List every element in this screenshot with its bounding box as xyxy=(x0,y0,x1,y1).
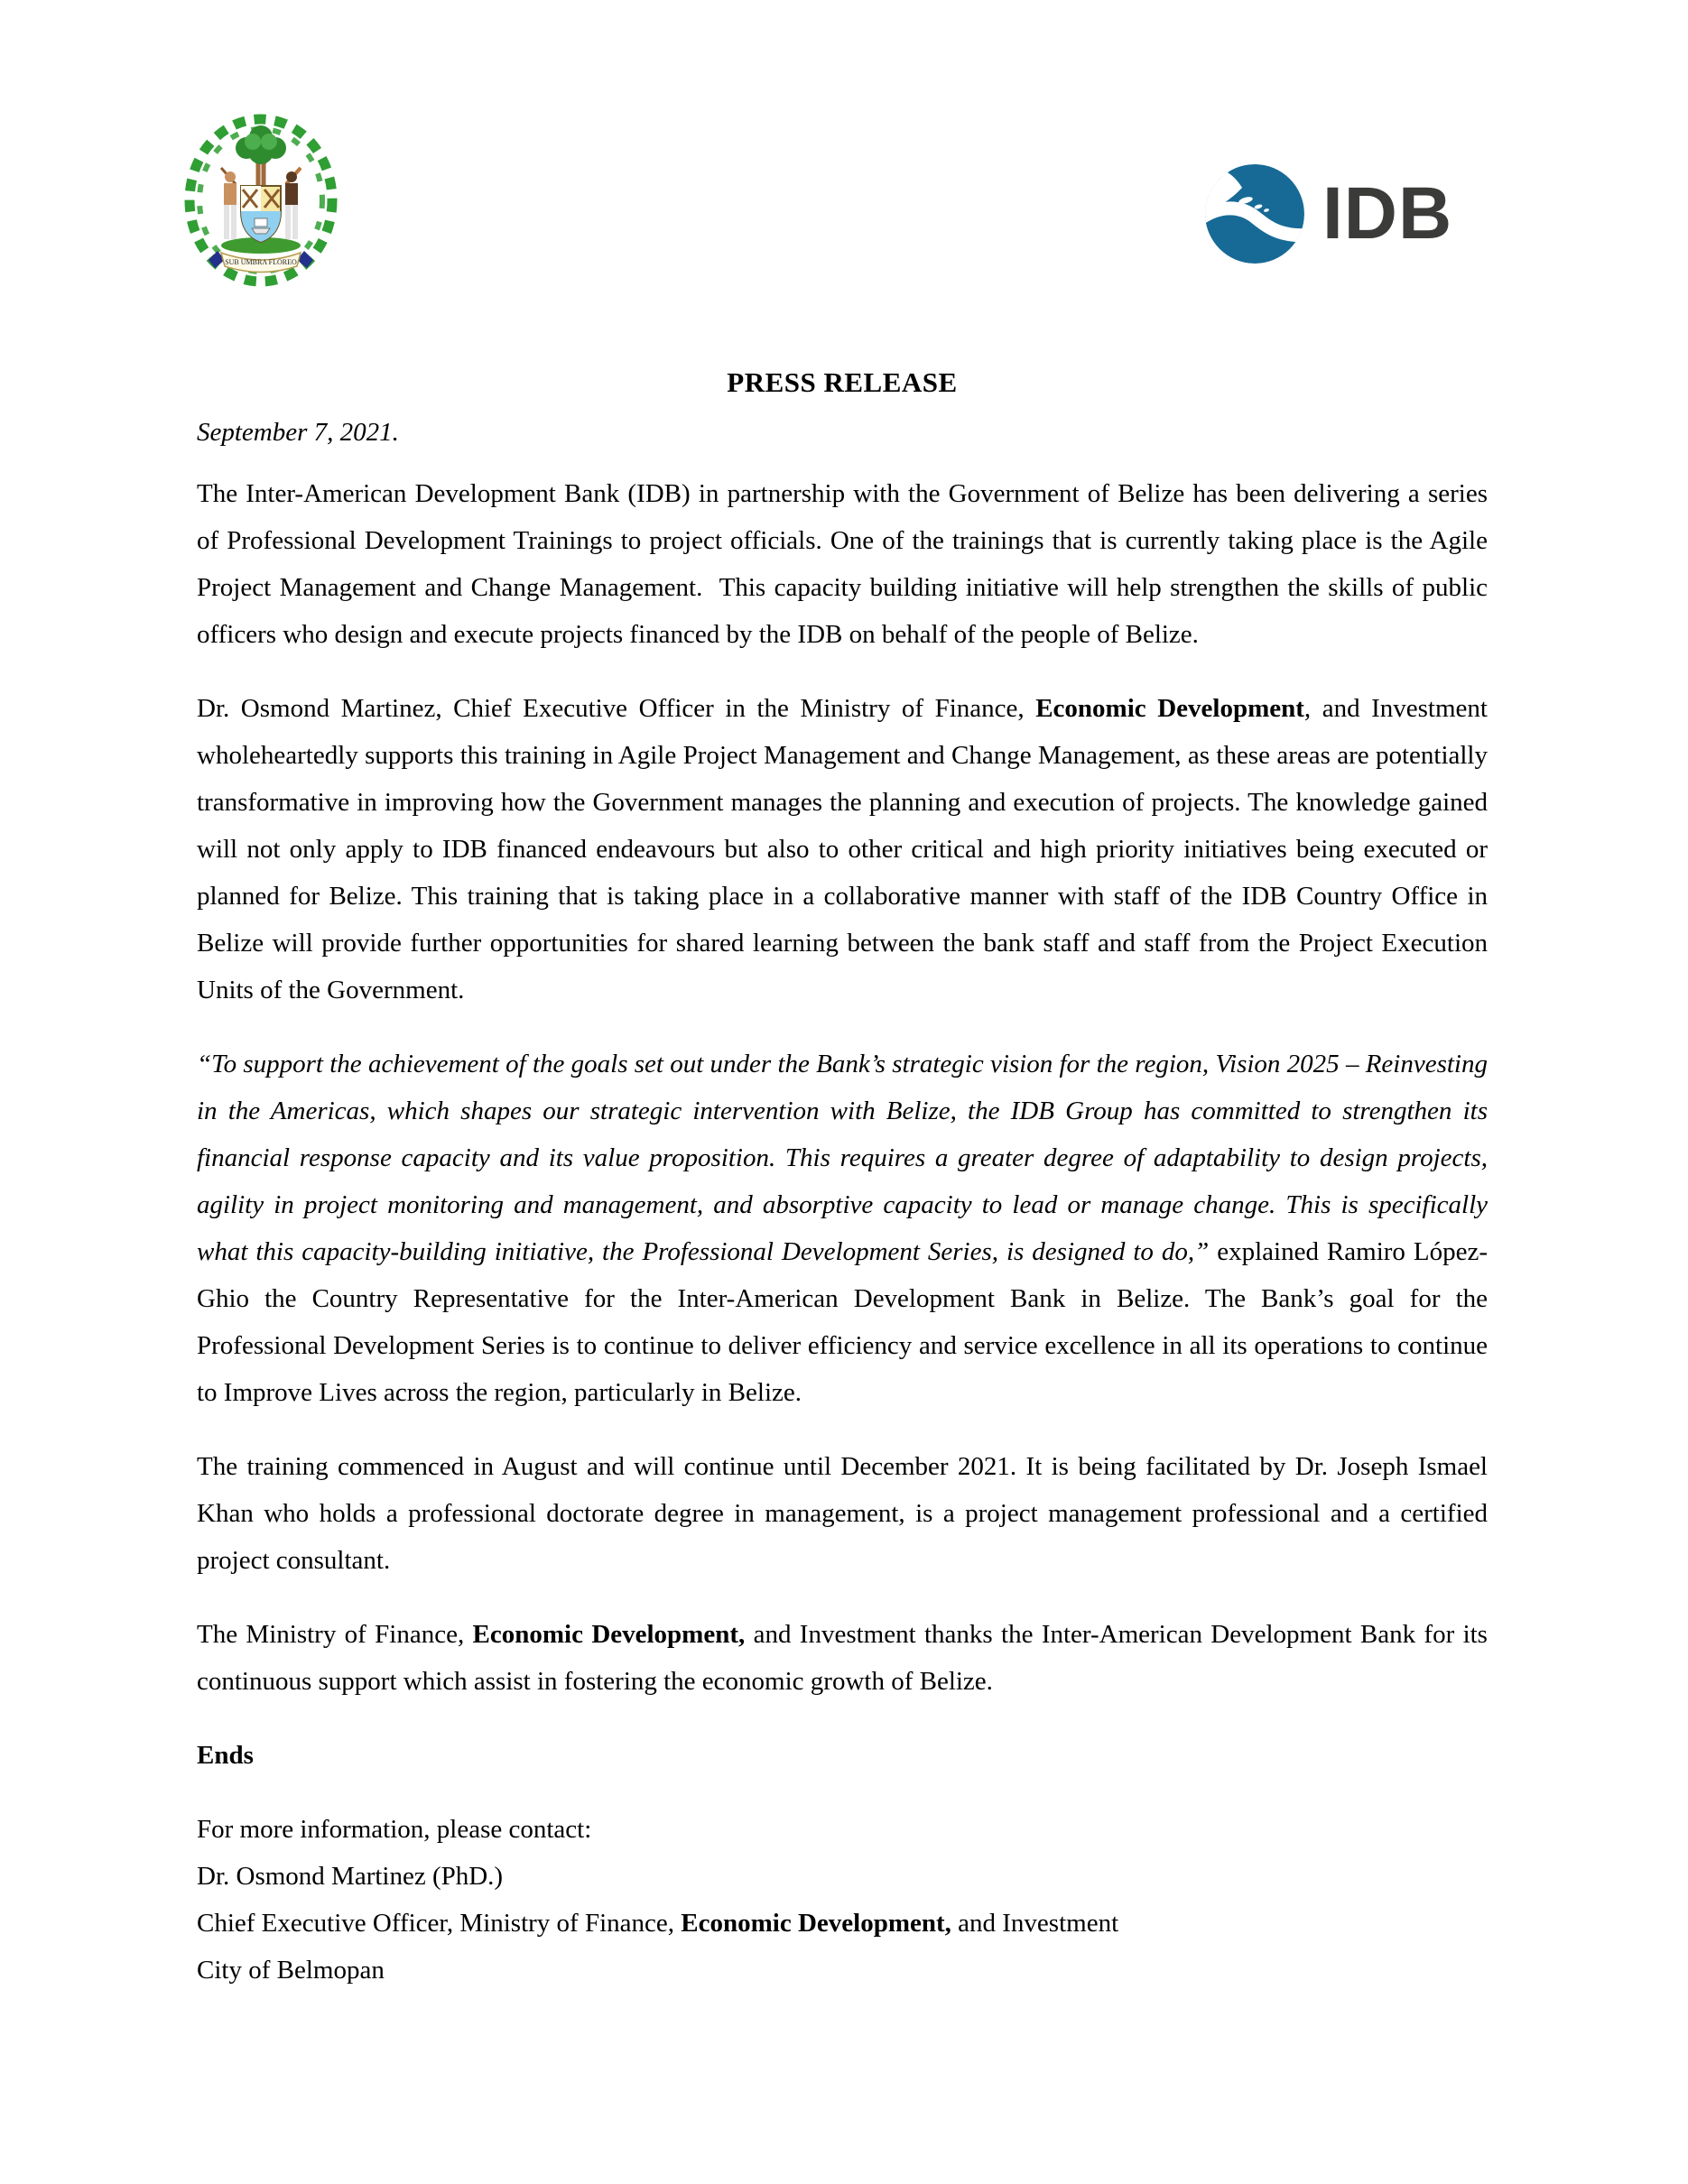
paragraph-quote xyxy=(197,1041,1488,1416)
text-run: and Investment thanks the Inter-American Development Bank for its continuous support which assist in fostering the economic growth of Belize. xyxy=(197,1620,1488,1696)
document-content xyxy=(197,0,1488,1994)
text-run: City of Belmopan xyxy=(197,1956,385,1985)
text-run: Dr. Osmond Martinez, Chief Executive Officer in the Ministry of Finance, xyxy=(197,694,1036,723)
contact-block xyxy=(197,1806,1488,1994)
paragraph-ends xyxy=(197,1732,1488,1779)
contact-title xyxy=(197,1900,1488,1947)
idb-logo-text: IDB xyxy=(1322,172,1453,254)
paragraph-martinez xyxy=(197,685,1488,1013)
text-run: explained Ramiro López-Ghio the Country Representative for the Inter-American Development Bank in Belize. The Bank’s goal for the Professional Development Series is to continue to deliver efficiency and service excellence in all its operations to continue to Improve Lives across the region, particularly in Belize. xyxy=(197,1237,1488,1407)
page-title: PRESS RELEASE xyxy=(727,366,958,398)
contact-city xyxy=(197,1947,1488,1994)
paragraph-intro xyxy=(197,470,1488,658)
text-run: The Ministry of Finance, xyxy=(197,1620,473,1649)
text-run: “To support the achievement of the goals set out under the Bank’s strategic vision for the region, Vision 2025 – Reinvesting in the Americas, which shapes our strategic intervention with Belize, the IDB Group has committed to strengthen its financial response capacity and its value proposition. This requires a greater degree of adaptability to design projects, agility in project monitoring and management, and absorptive capacity to lead or manage change. This is specifically what this capacity-building initiative, the Professional Development Series, is designed to do,” xyxy=(197,1050,1488,1266)
text-run: The Inter-American Development Bank (IDB) in partnership with the Government of Belize has been delivering a series of Professional Development Trainings to project officials. One of the trainings that is currently taking place is the Agile Project Management and Change Management. This capacity building initiative will help strengthen the skills of public officers who design and execute projects financed by the IDB on behalf of the people of Belize. xyxy=(197,479,1488,649)
document-body xyxy=(197,470,1488,1779)
text-run: , and Investment wholeheartedly supports this training in Agile Project Management and Change Management, as these areas are potentially transformative in improving how the Government manages the planning and execution of projects. The knowledge gained will not only apply to IDB financed endeavours but also to other critical and high priority initiatives being executed or planned for Belize. This training that is taking place in a collaborative manner with staff of the IDB Country Office in Belize will provide further opportunities for shared learning between the bank staff and staff from the Project Execution Units of the Government. xyxy=(197,694,1488,1004)
paragraph-ministry-thanks xyxy=(197,1611,1488,1705)
text-run: Dr. Osmond Martinez (PhD.) xyxy=(197,1862,504,1891)
text-run: For more information, please contact: xyxy=(197,1815,592,1844)
text-run: Economic Development xyxy=(1035,694,1304,723)
text-run: Economic Development, xyxy=(681,1909,951,1938)
contact-name xyxy=(197,1853,1488,1900)
paragraph-training xyxy=(197,1443,1488,1584)
text-run: Economic Development, xyxy=(472,1620,746,1649)
date-line: September 7, 2021. xyxy=(197,418,399,447)
text-run: Ends xyxy=(197,1741,254,1770)
motto-text: SUB UMBRA FLOREO xyxy=(225,258,297,266)
text-run: Chief Executive Officer, Ministry of Finance, xyxy=(197,1909,682,1938)
text-run: The training commenced in August and will continue until December 2021. It is being facilitated by Dr. Joseph Ismael Khan who holds a professional doctorate degree in management, is a project management professional and a certified project consultant. xyxy=(197,1452,1488,1575)
text-run: and Investment xyxy=(951,1909,1119,1938)
contact-intro xyxy=(197,1806,1488,1853)
